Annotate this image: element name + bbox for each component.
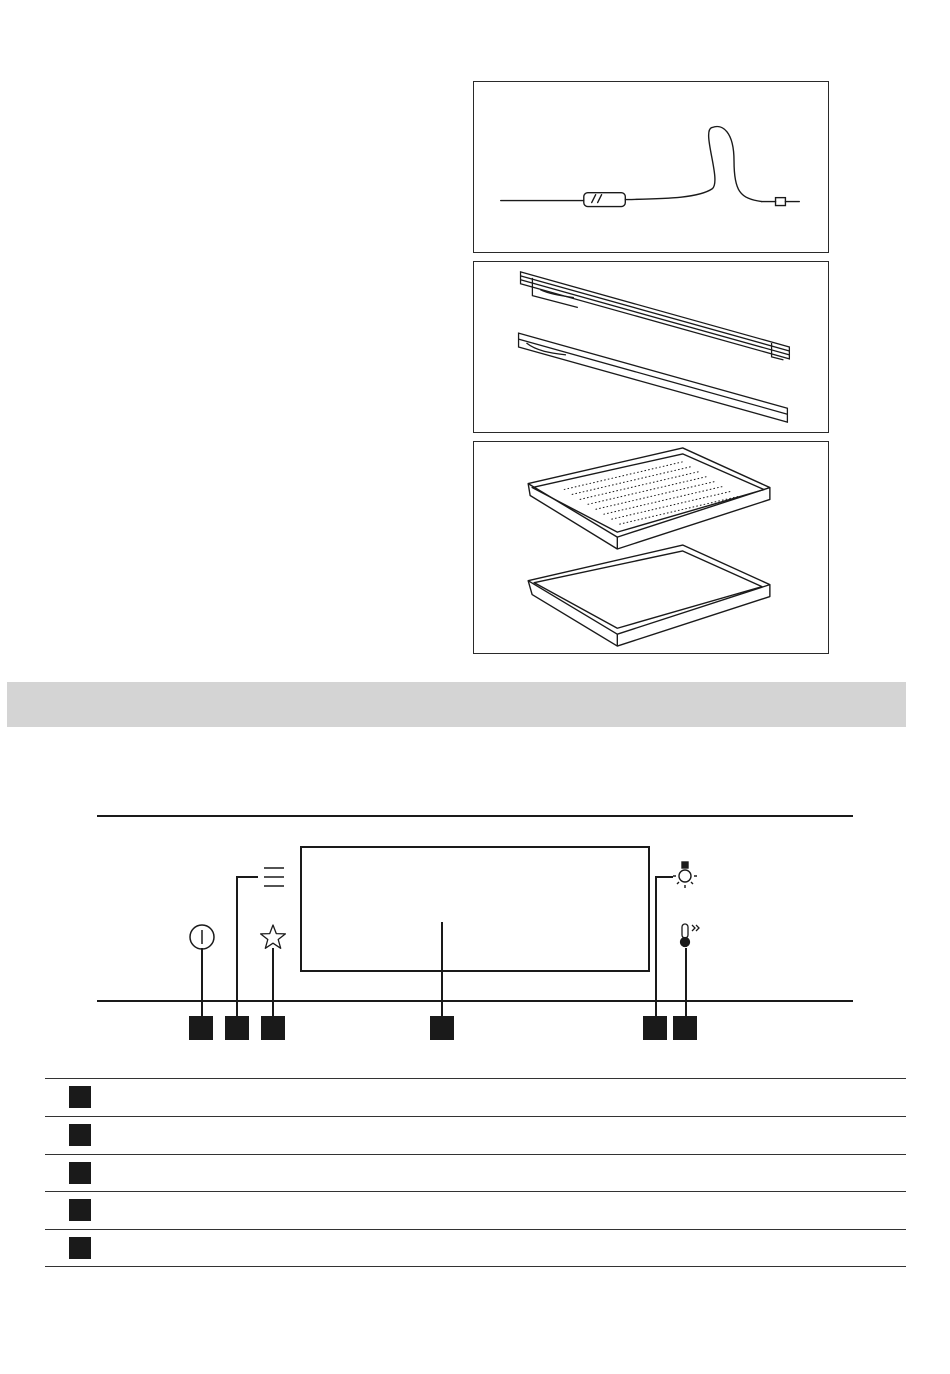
leader-line-menu-horizontal — [236, 876, 258, 878]
table-divider — [45, 1191, 906, 1192]
light-icon — [670, 860, 700, 890]
callout-marker — [225, 1016, 249, 1040]
table-row-marker — [69, 1199, 91, 1221]
table-divider — [45, 1116, 906, 1117]
section-heading-bar — [7, 682, 906, 727]
table-row-marker — [69, 1162, 91, 1184]
telescopic-runners-icon — [474, 262, 828, 432]
callout-marker — [643, 1016, 667, 1040]
table-row-marker — [69, 1124, 91, 1146]
callout-marker — [430, 1016, 454, 1040]
leader-line-favourite — [272, 948, 274, 1016]
figure-core-temperature-sensor — [473, 81, 829, 253]
leader-line-power — [201, 948, 203, 1016]
leader-line-menu — [236, 876, 238, 1016]
favourite-star-icon — [259, 923, 287, 951]
figure-telescopic-runners — [473, 261, 829, 433]
table-divider — [45, 1266, 906, 1267]
display-frame — [300, 846, 650, 972]
meat-probe-icon — [474, 82, 828, 252]
callout-marker — [673, 1016, 697, 1040]
table-divider — [45, 1078, 906, 1079]
table-divider — [45, 1229, 906, 1230]
temperature-icon — [676, 922, 706, 950]
panel-bottom-edge — [97, 1000, 853, 1002]
figure-baking-trays — [473, 441, 829, 654]
leader-line-temperature — [685, 948, 687, 1016]
callout-marker — [189, 1016, 213, 1040]
baking-trays-icon — [474, 442, 828, 653]
panel-top-edge — [97, 815, 853, 817]
table-row-marker — [69, 1086, 91, 1108]
table-divider — [45, 1154, 906, 1155]
callout-marker — [261, 1016, 285, 1040]
menu-icon — [262, 866, 286, 888]
power-icon — [188, 923, 216, 951]
table-row-marker — [69, 1237, 91, 1259]
leader-line-display — [441, 922, 443, 1016]
leader-line-light — [655, 876, 657, 1016]
